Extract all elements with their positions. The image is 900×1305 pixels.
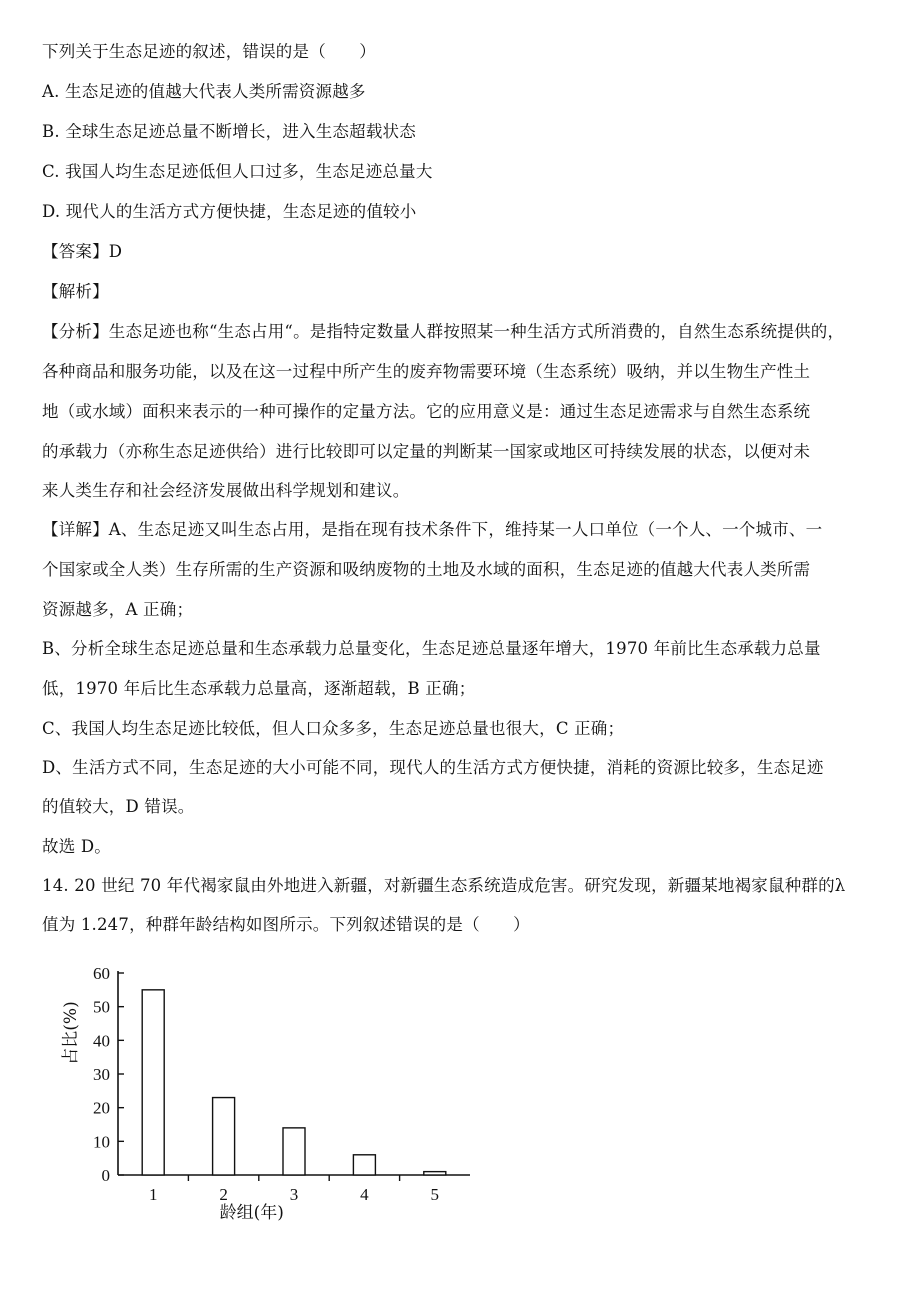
- question-stem: 14. 20 世纪 70 年代褐家鼠由外地进入新疆，对新疆生态系统造成危害。研究发现，新疆某地褐家鼠种群的λ: [42, 876, 846, 895]
- x-axis-title: 龄组(年): [219, 1203, 284, 1223]
- detail-line: 的值较大，D 错误。: [42, 797, 195, 816]
- question-stem: 值为 1.247，种群年龄结构如图所示。下列叙述错误的是（ ）: [42, 915, 530, 934]
- x-tick-label: 1: [148, 1185, 158, 1204]
- analysis-label: 【解析】: [42, 282, 109, 301]
- y-tick-label: 0: [101, 1166, 110, 1185]
- y-axis-title: 占比(%): [61, 1001, 81, 1065]
- bar-age-group-5: [424, 1172, 446, 1175]
- y-ticks: [93, 964, 124, 1185]
- detail-line: D、生活方式不同，生态足迹的大小可能不同，现代人的生活方式方便快捷，消耗的资源比较多，生态足迹: [42, 758, 824, 777]
- detail-line: 低，1970 年后比生态承载力总量高，逐渐超载，B 正确；: [42, 679, 476, 698]
- x-tick-label: 3: [289, 1185, 299, 1204]
- x-tick-label: 2: [219, 1185, 228, 1204]
- option-b: B. 全球生态足迹总量不断增长，进入生态超载状态: [42, 122, 416, 141]
- conclusion-line: 故选 D。: [42, 837, 111, 856]
- question-stem: 下列关于生态足迹的叙述，错误的是（ ）: [42, 42, 376, 61]
- bar-age-group-2: [213, 1098, 235, 1175]
- y-tick-label: 10: [93, 1132, 110, 1152]
- bar-age-group-4: [353, 1155, 375, 1175]
- analysis-line: 【分析】生态足迹也称“生态占用“。是指特定数量人群按照某一种生活方式所消费的，自然生态系统提供的，: [42, 322, 845, 341]
- analysis-line: 来人类生存和社会经济发展做出科学规划和建议。: [42, 481, 410, 500]
- detail-line: 资源越多，A 正确；: [42, 600, 194, 619]
- bar-age-group-3: [283, 1128, 305, 1175]
- y-tick-label: 30: [93, 1065, 110, 1084]
- option-d: D. 现代人的生活方式方便快捷，生态足迹的值较小: [42, 202, 417, 221]
- option-a: A. 生态足迹的值越大代表人类所需资源越多: [42, 82, 366, 101]
- bar-age-group-1: [142, 990, 164, 1175]
- detail-line: 个国家或全人类）生存所需的生产资源和吸纳废物的土地及水域的面积，生态足迹的值越大代表人类所需: [42, 560, 811, 579]
- x-ticks: [149, 1175, 439, 1204]
- analysis-line: 的承载力（亦称生态足迹供给）进行比较即可以定量的判断某一国家或地区可持续发展的状态，以便对未: [42, 442, 811, 461]
- detail-line: B、分析全球生态足迹总量和生态承载力总量变化，生态足迹总量逐年增大，1970 年前比生态承载力总量: [42, 639, 821, 658]
- age-structure-bar-chart: [50, 955, 490, 1235]
- y-tick-label: 20: [93, 1098, 110, 1118]
- x-tick-label: 4: [360, 1185, 369, 1204]
- y-tick-label: 40: [93, 1031, 110, 1051]
- detail-line: C、我国人均生态足迹比较低，但人口众多多，生态足迹总量也很大，C 正确；: [42, 719, 625, 738]
- option-c: C. 我国人均生态足迹低但人口过多，生态足迹总量大: [42, 162, 433, 181]
- y-tick-label: 50: [93, 997, 110, 1017]
- x-tick-label: 5: [430, 1185, 440, 1204]
- y-tick-label: 60: [93, 964, 110, 983]
- detail-line: 【详解】A、生态足迹又叫生态占用，是指在现有技术条件下，维持某一人口单位（一个人、一个城市、一: [42, 520, 823, 539]
- analysis-line: 地（或水域）面积来表示的一种可操作的定量方法。它的应用意义是：通过生态足迹需求与自然生态系统: [42, 402, 811, 421]
- bars: [142, 990, 446, 1175]
- analysis-line: 各种商品和服务功能，以及在这一过程中所产生的废弃物需要环境（生态系统）吸纳，并以生物生产性土: [42, 362, 811, 381]
- answer-line: 【答案】D: [42, 242, 123, 261]
